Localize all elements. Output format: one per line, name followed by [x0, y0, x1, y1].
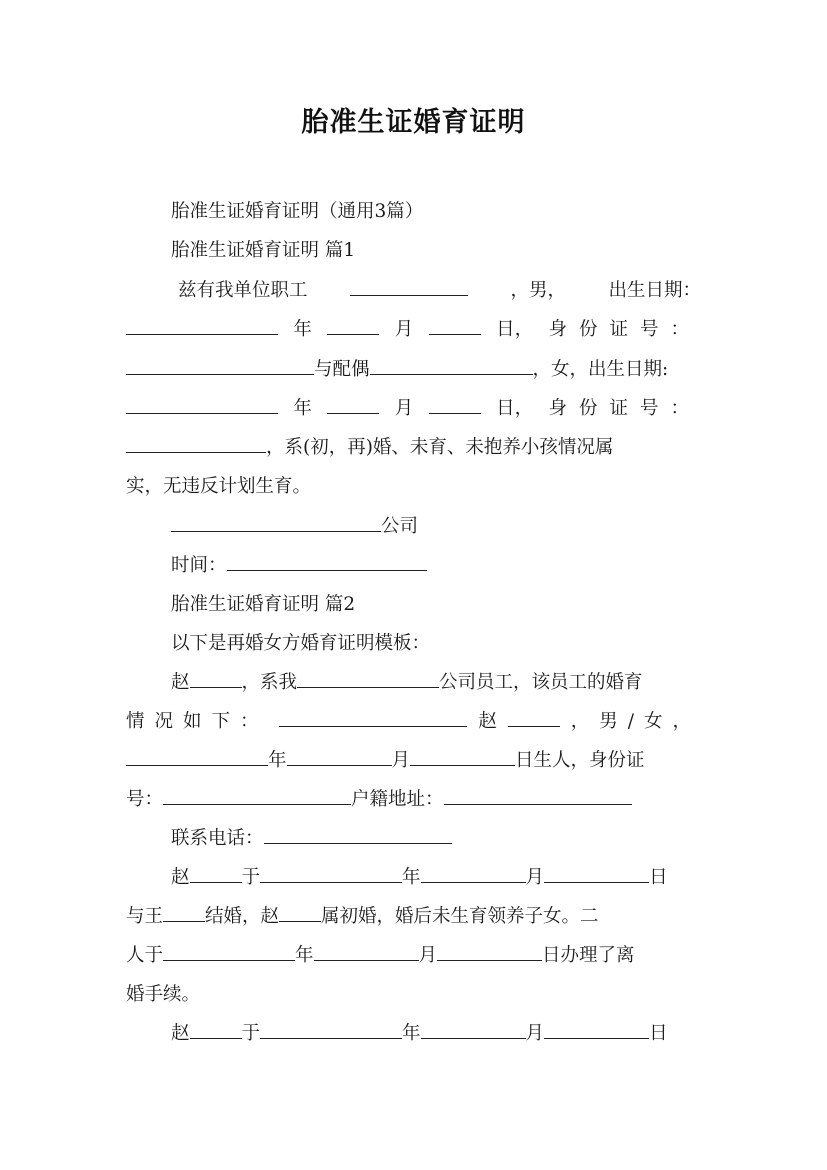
ri-label: 日: [649, 1023, 668, 1044]
spouse-label: 与配偶: [314, 359, 370, 380]
spouse-id-blank[interactable]: [126, 434, 266, 453]
p1-line-4: [126, 394, 701, 431]
p2-birth-month-blank[interactable]: [287, 747, 392, 766]
phone-blank[interactable]: [264, 825, 452, 844]
ri-label: 日: [649, 867, 668, 888]
day-label: 日，: [496, 398, 534, 419]
chuhun-text: 属初婚，婚后未生育领养子女。二: [321, 906, 599, 927]
zhao-name-blank[interactable]: [190, 669, 242, 688]
intro-line: [126, 197, 701, 234]
birth-month-blank[interactable]: [327, 316, 379, 335]
divorce-day-blank[interactable]: [437, 942, 542, 961]
p2-line-4: [126, 785, 701, 822]
month-label: 月: [391, 750, 411, 771]
p1-status-text: ，系(初，再)婚、未育、未抱养小孩情况属: [266, 437, 614, 458]
time-line: [126, 551, 701, 588]
renyu-label: 人于: [126, 945, 164, 966]
huji-blank[interactable]: [444, 786, 632, 805]
p1-line-6: [126, 472, 701, 509]
day-label: 日，: [496, 319, 534, 340]
p2-birth-day-blank[interactable]: [410, 747, 515, 766]
marriage-day-blank[interactable]: [544, 864, 649, 883]
month-label: 月: [394, 398, 414, 419]
month-label: 月: [525, 1023, 545, 1044]
spouse-name-blank[interactable]: [370, 356, 533, 375]
p1-conclusion-text: 实，无违反计划生育。: [126, 476, 312, 497]
p1-line-5: [126, 433, 701, 470]
divorce-year-blank[interactable]: [163, 942, 295, 961]
second-day-blank[interactable]: [544, 1020, 649, 1039]
zhao-label: 赵: [478, 711, 497, 732]
p2-birth-year-blank[interactable]: [126, 747, 268, 766]
p1-employee-text: 兹有我单位职工: [178, 280, 308, 301]
document-title: 胎准生证婚育证明: [301, 107, 526, 138]
hao-label: 号：: [126, 789, 164, 810]
divorce-month-blank[interactable]: [314, 942, 419, 961]
time-label: 时间：: [171, 555, 227, 576]
spouse-birth-month-blank[interactable]: [327, 395, 379, 414]
born-text: 日生人，身份证: [515, 750, 645, 771]
month-label: 月: [394, 319, 414, 340]
p1-line-3: [126, 355, 701, 392]
section-1-heading: 胎准生证婚育证明 篇1: [171, 240, 356, 261]
phone-line: [126, 824, 701, 861]
year-label: 年: [295, 945, 314, 966]
p2-line-10: [126, 1019, 701, 1056]
year-label: 年: [402, 867, 421, 888]
zhao-label: 赵: [171, 672, 190, 693]
p2-line-9: [126, 980, 701, 1017]
spouse-birth-day-blank[interactable]: [429, 395, 481, 414]
time-blank[interactable]: [227, 552, 427, 571]
year-label: 年: [293, 398, 312, 419]
month-label: 月: [525, 867, 545, 888]
p2-line-3: [126, 746, 701, 783]
p2-company-blank[interactable]: [297, 669, 439, 688]
female-birth-label: ，女，出生日期:: [532, 359, 669, 380]
employee-text: 公司员工，该员工的婚育: [439, 672, 643, 693]
zhao-label: 赵: [171, 867, 190, 888]
gender-text: ，男/女，: [570, 711, 701, 732]
situation-blank[interactable]: [279, 708, 467, 727]
yuwang-label: 与王: [126, 906, 164, 927]
p1-line-2: [126, 315, 701, 352]
id-label: 身份证号：: [548, 319, 701, 340]
second-year-blank[interactable]: [260, 1020, 402, 1039]
template-intro-line: [126, 629, 701, 666]
section-2-heading: 胎准生证婚育证明 篇2: [171, 594, 356, 615]
year-label: 年: [402, 1023, 421, 1044]
marriage-year-blank[interactable]: [260, 864, 402, 883]
id-label: 身份证号：: [548, 398, 701, 419]
company-name-blank[interactable]: [171, 513, 381, 532]
p2-line-6: [126, 863, 701, 900]
year-label: 年: [293, 319, 312, 340]
heading-section-2: [126, 590, 701, 627]
second-month-blank[interactable]: [421, 1020, 526, 1039]
zhao-name-blank-4[interactable]: [279, 903, 321, 922]
birth-year-blank[interactable]: [126, 316, 278, 335]
marriage-month-blank[interactable]: [421, 864, 526, 883]
p2-line-8: [126, 941, 701, 978]
zhao-name-blank-2[interactable]: [508, 708, 560, 727]
birth-day-blank[interactable]: [429, 316, 481, 335]
phone-label: 联系电话：: [171, 828, 264, 849]
yu-label: 于: [241, 1023, 261, 1044]
p2-id-blank[interactable]: [163, 786, 351, 805]
zhao-label: 赵: [171, 1023, 190, 1044]
company-line: [126, 512, 701, 549]
jiehun-label: 结婚，赵: [205, 906, 280, 927]
p2-line-7: [126, 902, 701, 939]
spouse-birth-year-blank[interactable]: [126, 395, 278, 414]
p2-line-2: [126, 707, 701, 744]
zhao-name-blank-3[interactable]: [190, 864, 242, 883]
p1-male-text: ，男，: [510, 280, 566, 301]
year-label: 年: [268, 750, 287, 771]
p2-line-1: [126, 668, 701, 705]
situation-label: 情况如下：: [126, 711, 269, 732]
xiwo-label: ，系我: [241, 672, 298, 693]
heading-section-1: [126, 236, 701, 273]
wang-name-blank[interactable]: [163, 903, 205, 922]
month-label: 月: [418, 945, 438, 966]
template-intro-text: 以下是再婚女方婚育证明模板：: [171, 633, 431, 654]
zhao-name-blank-5[interactable]: [190, 1020, 242, 1039]
company-label: 公司: [381, 516, 419, 537]
intro-text: 胎准生证婚育证明（通用3篇）: [171, 201, 424, 222]
employee-id-blank[interactable]: [126, 356, 314, 375]
p1-birth-label: 出生日期：: [608, 280, 701, 301]
shouxu-text: 婚手续。: [126, 984, 201, 1005]
yu-label: 于: [241, 867, 261, 888]
p1-line-1: [126, 276, 701, 313]
huji-label: 户籍地址：: [351, 789, 444, 810]
employee-name-blank[interactable]: [350, 277, 468, 296]
lihun-text: 日办理了离: [542, 945, 635, 966]
